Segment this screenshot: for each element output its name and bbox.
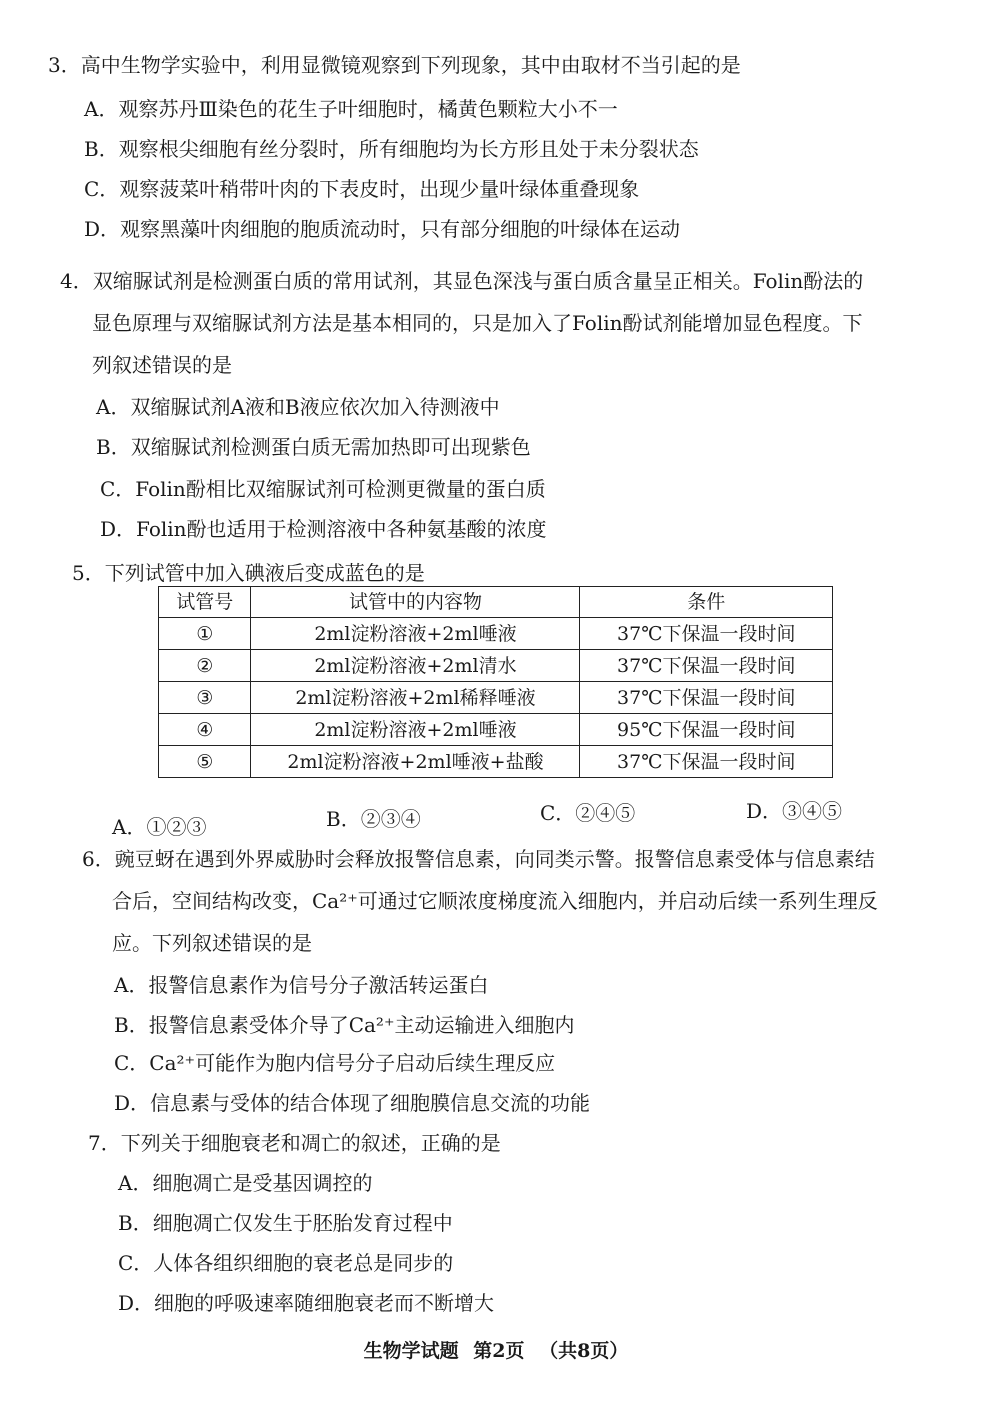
question-4-option-d: D．Folin酚也适用于检测溶液中各种氨基酸的浓度 — [100, 517, 547, 541]
question-5-stem: 5．下列试管中加入碘液后变成蓝色的是 — [72, 561, 425, 585]
footer-subject: 生物学试题 — [363, 1340, 459, 1362]
table-row — [159, 746, 833, 778]
question-7-option-c: C．人体各组织细胞的衰老总是同步的 — [118, 1251, 454, 1275]
page-footer — [0, 1336, 992, 1363]
table-cell-tube: ② — [159, 650, 251, 682]
question-4-option-c: C．Folin酚相比双缩脲试剂可检测更微量的蛋白质 — [100, 477, 546, 501]
question-6-option-d: D．信息素与受体的结合体现了细胞膜信息交流的功能 — [114, 1091, 591, 1115]
table-row — [159, 714, 833, 746]
question-7-option-b: B．细胞凋亡仅发生于胚胎发育过程中 — [118, 1211, 453, 1235]
question-3-option-d: D．观察黑藻叶肉细胞的胞质流动时，只有部分细胞的叶绿体在运动 — [84, 217, 681, 241]
footer-page-number: 第2页 — [473, 1340, 525, 1362]
question-3-option-c: C．观察菠菜叶稍带叶肉的下表皮时，出现少量叶绿体重叠现象 — [84, 177, 640, 201]
table-header-row — [159, 587, 833, 618]
table-cell-tube: ③ — [159, 682, 251, 714]
question-6-stem-line-2: 合后，空间结构改变，Ca²⁺可通过它顺浓度梯度流入细胞内，并启动后续一系列生理反 — [112, 889, 878, 913]
question-3-stem: 3．高中生物学实验中，利用显微镜观察到下列现象，其中由取材不当引起的是 — [48, 53, 741, 77]
table-cell-contents: 2ml淀粉溶液+2ml清水 — [251, 650, 580, 682]
question-6-option-c: C．Ca²⁺可能作为胞内信号分子启动后续生理反应 — [114, 1051, 556, 1075]
question-4-option-b: B．双缩脲试剂检测蛋白质无需加热即可出现紫色 — [96, 435, 531, 459]
table-cell-condition: 37℃下保温一段时间 — [580, 682, 833, 714]
question-5-choice-d: D．③④⑤ — [746, 799, 843, 823]
table-row — [159, 650, 833, 682]
table-cell-condition: 95℃下保温一段时间 — [580, 714, 833, 746]
table-header-contents: 试管中的内容物 — [251, 587, 580, 618]
table-cell-tube: ④ — [159, 714, 251, 746]
question-4-option-a: A．双缩脲试剂A液和B液应依次加入待测液中 — [96, 395, 500, 419]
table-cell-contents: 2ml淀粉溶液+2ml唾液+盐酸 — [251, 746, 580, 778]
table-cell-tube: ⑤ — [159, 746, 251, 778]
question-3-option-b: B．观察根尖细胞有丝分裂时，所有细胞均为长方形且处于未分裂状态 — [84, 137, 699, 161]
question-7-option-a: A．细胞凋亡是受基因调控的 — [118, 1171, 373, 1195]
question-5-choice-c: C．②④⑤ — [540, 801, 636, 825]
table-cell-condition: 37℃下保温一段时间 — [580, 618, 833, 650]
table-cell-condition: 37℃下保温一段时间 — [580, 746, 833, 778]
table-cell-condition: 37℃下保温一段时间 — [580, 650, 833, 682]
question-6-stem-line-3: 应。下列叙述错误的是 — [112, 931, 312, 955]
question-4-stem-line-3: 列叙述错误的是 — [92, 353, 232, 377]
table-cell-contents: 2ml淀粉溶液+2ml唾液 — [251, 618, 580, 650]
table-cell-tube: ① — [159, 618, 251, 650]
question-5-choice-b: B．②③④ — [326, 807, 421, 831]
question-5-choice-a: A．①②③ — [112, 815, 207, 839]
question-3-option-a: A．观察苏丹Ⅲ染色的花生子叶细胞时，橘黄色颗粒大小不一 — [84, 97, 618, 121]
question-7-stem: 7．下列关于细胞衰老和凋亡的叙述，正确的是 — [88, 1131, 501, 1155]
question-7-option-d: D．细胞的呼吸速率随细胞衰老而不断增大 — [118, 1291, 495, 1315]
table-header-tube-number: 试管号 — [159, 587, 251, 618]
table-row — [159, 682, 833, 714]
test-tube-table — [158, 586, 833, 778]
table-header-condition: 条件 — [580, 587, 833, 618]
question-4-stem-line-1: 4．双缩脲试剂是检测蛋白质的常用试剂，其显色深浅与蛋白质含量呈正相关。Folin酚法的 — [60, 269, 864, 293]
question-6-option-b: B．报警信息素受体介导了Ca²⁺主动运输进入细胞内 — [114, 1013, 575, 1037]
question-6-stem-line-1: 6．豌豆蚜在遇到外界威胁时会释放报警信息素，向同类示警。报警信息素受体与信息素结 — [82, 847, 875, 871]
table-row — [159, 618, 833, 650]
question-4-stem-line-2: 显色原理与双缩脲试剂方法是基本相同的，只是加入了Folin酚试剂能增加显色程度。下 — [92, 311, 863, 335]
table-cell-contents: 2ml淀粉溶液+2ml唾液 — [251, 714, 580, 746]
table-cell-contents: 2ml淀粉溶液+2ml稀释唾液 — [251, 682, 580, 714]
question-6-option-a: A．报警信息素作为信号分子激活转运蛋白 — [114, 973, 489, 997]
footer-total-pages: （共8页） — [539, 1340, 629, 1362]
